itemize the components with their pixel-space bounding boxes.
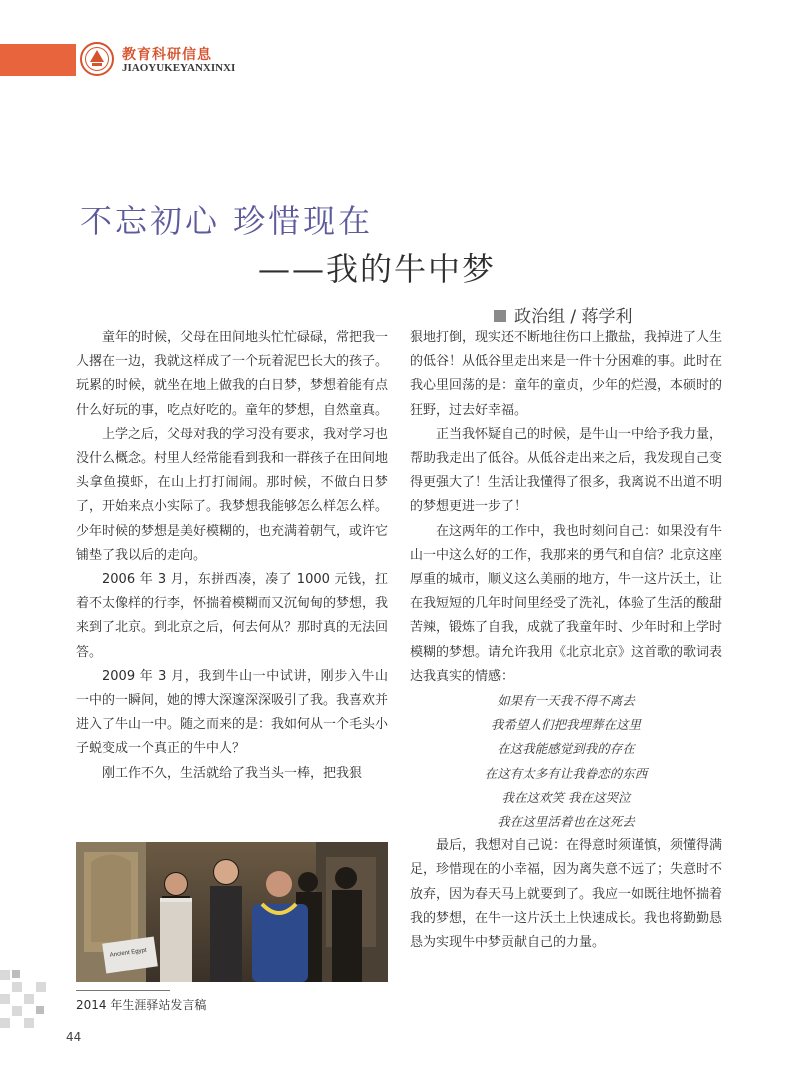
left-column — [76, 326, 388, 786]
caption-divider — [76, 990, 170, 991]
byline — [494, 302, 633, 327]
paragraph: 刚工作不久，生活就给了我当头一棒，把我狠 — [102, 765, 363, 781]
page-number: 44 — [66, 1030, 82, 1044]
lyric-line: 如果有一天我不得不离去 — [497, 693, 635, 709]
paragraph: 2009 年 3 月，我到牛山一中试讲，刚步入牛山一中的一瞬间，她的博大深邃深深吸引了我。我喜欢并进入了牛山一中。随之而来的是：我如何从一个毛头小子蜕变成一个真正的牛中人？ — [76, 668, 389, 757]
paragraph: 在这两年的工作中，我也时刻问自己：如果没有牛山一中这么好的工作，我那来的勇气和自信？北京这座厚重的城市，顺义这么美丽的地方，牛一这片沃土，让在我短短的几年时间里经受了洗礼，体验了生活的酸甜苦辣，锻炼了自我，成就了我童年时、少年时和上学时模糊的梦想。请允许我用《北京北京》这首歌的歌词表达我真实的情感： — [410, 523, 723, 684]
photo-caption: 2014 年生涯驿站发言稿 — [76, 998, 207, 1012]
magazine-title-cn: 教育科研信息 — [122, 47, 212, 63]
article-subtitle: ——我的牛中梦 — [258, 250, 497, 288]
magazine-title-en: JIAOYUKEYANXINXI — [122, 62, 236, 74]
article-title: 不忘初心 珍惜现在 — [80, 202, 374, 240]
square-bullet-icon — [494, 310, 506, 322]
lyric-line: 我希望人们把我埋葬在这里 — [490, 717, 641, 733]
museum-photo — [76, 842, 388, 982]
paragraph: 上学之后，父母对我的学习没有要求，我对学习也没什么概念。村里人经常能看到我和一群孩子在田间地头拿鱼摸虾，在山上打打闹闹。那时候，不做白日梦了，开始来点小实际了。我梦想我能够怎么样怎么样。少年时候的梦想是美好模糊的，也充满着朝气，或许它铺垫了我以后的走向。 — [76, 426, 389, 563]
paragraph: 狠地打倒，现实还不断地往伤口上撒盐，我掉进了人生的低谷！从低谷里走出来是一件十分困难的事。此时在我心里回荡的是：童年的童贞，少年的烂漫，本硕时的狂野，过去好幸福。 — [410, 330, 723, 418]
school-emblem-icon — [80, 42, 114, 76]
lyric-line: 我在这里活着也在这死去 — [497, 814, 635, 830]
lyric-line: 我在这欢笑 我在这哭泣 — [501, 789, 631, 805]
paragraph: 童年的时候，父母在田间地头忙忙碌碌，常把我一人撂在一边，我就这样成了一个玩着泥巴长大的孩子。玩累的时候，就坐在地上做我的白日梦，梦想着能有点什么好玩的事，吃点好吃的。童年的梦想，自然童真。 — [76, 330, 389, 418]
right-column — [410, 326, 722, 955]
lyric-line: 在这我能感觉到我的存在 — [497, 741, 635, 757]
header-color-bar — [0, 44, 76, 76]
song-lyrics — [410, 689, 722, 834]
exhibit-sign-text: Ancient Egypt — [109, 947, 148, 959]
paragraph: 2006 年 3 月，东拼西凑，凑了 1000 元钱，扛着不太像样的行李，怀揣着模糊而又沉甸甸的梦想，我来到了北京。到北京之后，何去何从？那时真的无法回答。 — [76, 572, 389, 660]
paragraph: 最后，我想对自己说：在得意时须谨慎，须懂得满足，珍惜现在的小幸福，因为离失意不远了；失意时不放弃，因为春天马上就要到了。我应一如既往地怀揣着我的梦想，在牛一这片沃土上快速成长。我也将勤勤恳恳为实现牛中梦贡献自己的力量。 — [410, 838, 723, 951]
lyric-line: 在这有太多有让我眷恋的东西 — [484, 765, 648, 781]
decorative-squares — [0, 970, 70, 1050]
paragraph: 正当我怀疑自己的时候，是牛山一中给予我力量，帮助我走出了低谷。从低谷走出来之后，我发现自己变得更强大了！生活让我懂得了很多，我离说不出道不明的梦想更进一步了！ — [410, 426, 723, 515]
byline-text: 政治组 / 蒋学利 — [514, 307, 633, 327]
